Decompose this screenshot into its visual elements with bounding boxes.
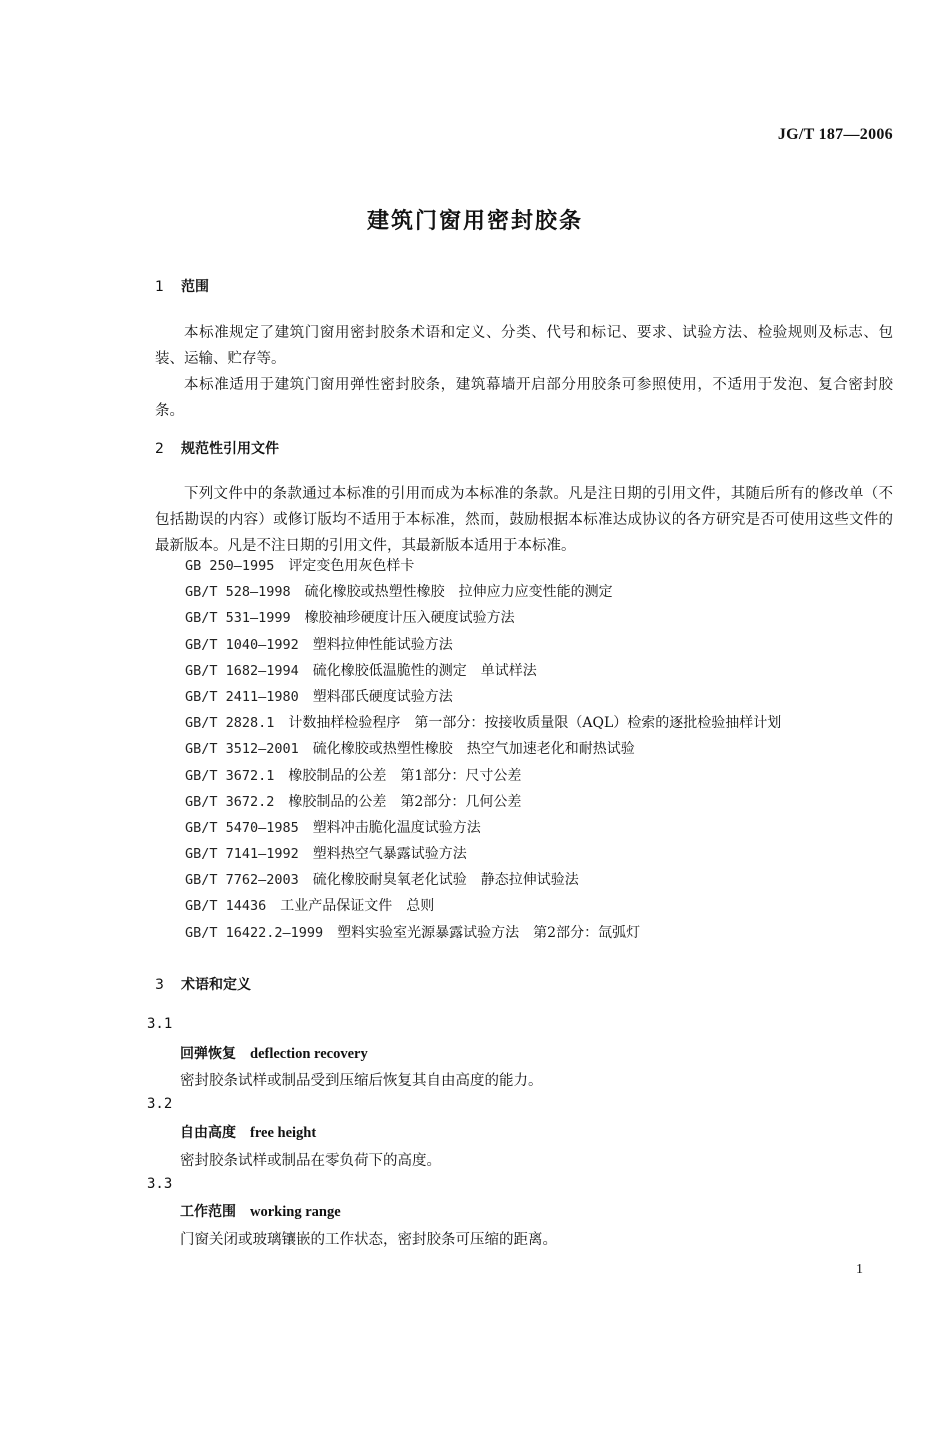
- section-1-heading: [155, 276, 209, 296]
- reference-code: GB/T 16422.2—1999: [185, 924, 324, 941]
- reference-title: 工业产品保证文件 总则: [280, 898, 435, 915]
- reference-item: [185, 920, 781, 946]
- section-number: 2: [155, 441, 164, 457]
- section-title: 范围: [181, 279, 209, 295]
- reference-item: [185, 841, 781, 867]
- term-definition: 密封胶条试样或制品在零负荷下的高度。: [180, 1153, 441, 1169]
- reference-item: [185, 684, 781, 710]
- term-heading: [180, 1122, 316, 1142]
- reference-title: 塑料实验室光源暴露试验方法 第2部分：氙弧灯: [337, 924, 641, 941]
- reference-title: 橡胶制品的公差 第1部分：尺寸公差: [288, 767, 522, 784]
- reference-list: [185, 553, 781, 946]
- reference-title: 塑料热空气暴露试验方法: [312, 846, 467, 863]
- reference-code: GB/T 5470—1985: [185, 819, 299, 836]
- reference-title: 塑料拉伸性能试验方法: [312, 636, 453, 653]
- section-1-paragraph-2: 本标准适用于建筑门窗用弹性密封胶条，建筑幕墙开启部分用胶条可参照使用，不适用于发泡、复合密封胶条。: [155, 377, 893, 419]
- reference-item: [185, 789, 781, 815]
- term-heading: [180, 1201, 341, 1221]
- section-1-paragraph-1: 本标准规定了建筑门窗用密封胶条术语和定义、分类、代号和标记、要求、试验方法、检验规则及标志、包装、运输、贮存等。: [155, 325, 893, 367]
- term-english: free height: [250, 1125, 317, 1141]
- reference-code: GB/T 3512—2001: [185, 741, 299, 758]
- term-english: deflection recovery: [250, 1046, 368, 1062]
- reference-code: GB/T 3672.1: [185, 767, 275, 784]
- reference-title: 塑料冲击脆化温度试验方法: [312, 819, 481, 836]
- reference-item: [185, 658, 781, 684]
- reference-code: GB/T 1040—1992: [185, 636, 299, 653]
- section-title: 规范性引用文件: [181, 441, 279, 457]
- term-number: 3.3: [147, 1176, 173, 1192]
- reference-title: 橡胶制品的公差 第2部分：几何公差: [288, 793, 522, 810]
- reference-code: GB/T 2828.1: [185, 715, 275, 732]
- term-english: working range: [250, 1204, 341, 1220]
- document-title: 建筑门窗用密封胶条: [366, 209, 583, 234]
- reference-code: GB 250—1995: [185, 558, 275, 574]
- term-number: 3.1: [147, 1016, 173, 1032]
- reference-item: [185, 553, 781, 579]
- reference-item: [185, 579, 781, 605]
- reference-code: GB/T 1682—1994: [185, 662, 299, 679]
- term-chinese: 自由高度: [180, 1125, 236, 1141]
- reference-item: [185, 867, 781, 893]
- term-chinese: 工作范围: [180, 1204, 236, 1220]
- term-number: 3.2: [147, 1096, 173, 1112]
- reference-title: 硫化橡胶耐臭氧老化试验 静态拉伸试验法: [312, 872, 579, 889]
- page-number: 1: [856, 1262, 863, 1277]
- reference-code: GB/T 7141—1992: [185, 846, 299, 863]
- reference-title: 计数抽样检验程序 第一部分：按接收质量限（AQL）检索的逐批检验抽样计划: [288, 715, 782, 732]
- section-number: 3: [155, 977, 164, 993]
- term-definition: 门窗关闭或玻璃镶嵌的工作状态，密封胶条可压缩的距离。: [180, 1232, 557, 1248]
- reference-title: 硫化橡胶或热塑性橡胶 热空气加速老化和耐热试验: [312, 741, 635, 758]
- reference-item: [185, 736, 781, 762]
- reference-item: [185, 763, 781, 789]
- section-title: 术语和定义: [181, 977, 251, 993]
- reference-code: GB/T 531—1999: [185, 610, 291, 627]
- reference-item: [185, 632, 781, 658]
- reference-item: [185, 815, 781, 841]
- reference-title: 硫化橡胶低温脆性的测定 单试样法: [312, 662, 537, 679]
- reference-code: GB/T 528—1998: [185, 584, 291, 601]
- term-chinese: 回弹恢复: [180, 1046, 236, 1062]
- reference-item: [185, 605, 781, 631]
- reference-item: [185, 893, 781, 919]
- term-definition: 密封胶条试样或制品受到压缩后恢复其自由高度的能力。: [180, 1073, 543, 1089]
- document-code: JG/T 187—2006: [777, 126, 893, 143]
- reference-code: GB/T 7762—2003: [185, 872, 299, 889]
- section-2-heading: [155, 438, 279, 458]
- section-number: 1: [155, 279, 164, 295]
- reference-code: GB/T 3672.2: [185, 793, 275, 810]
- reference-title: 硫化橡胶或热塑性橡胶 拉伸应力应变性能的测定: [304, 584, 613, 601]
- term-heading: [180, 1043, 368, 1063]
- section-2-intro: 下列文件中的条款通过本标准的引用而成为本标准的条款。凡是注日期的引用文件，其随后所有的修改单（不包括勘误的内容）或修订版均不适用于本标准，然而，鼓励根据本标准达成协议的各方研究是否可使用这些文件的最新版本。凡是不注日期的引用文件，其最新版本适用于本标准。: [155, 486, 893, 554]
- reference-item: [185, 710, 781, 736]
- reference-code: GB/T 14436: [185, 898, 267, 915]
- reference-title: 塑料邵氏硬度试验方法: [312, 688, 453, 705]
- reference-title: 橡胶袖珍硬度计压入硬度试验方法: [304, 610, 515, 627]
- section-3-heading: [155, 974, 251, 994]
- reference-code: GB/T 2411—1980: [185, 688, 299, 705]
- reference-title: 评定变色用灰色样卡: [288, 558, 415, 574]
